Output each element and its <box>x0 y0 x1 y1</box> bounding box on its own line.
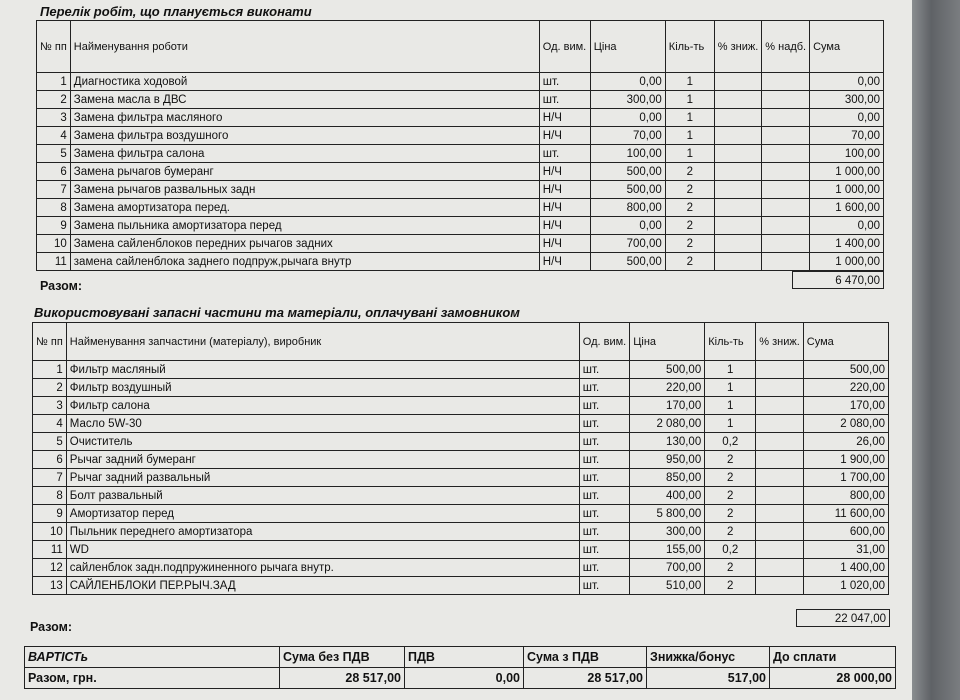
parts-cell-n: 3 <box>33 397 67 415</box>
works-col-discount: % зниж. <box>714 21 762 73</box>
works-cell-price: 500,00 <box>590 253 665 271</box>
summary-col-net-label: Сума без ПДВ <box>280 647 405 668</box>
works-cell-unit: Н/Ч <box>539 181 590 199</box>
works-cell-qty: 2 <box>665 235 714 253</box>
parts-cell-qty: 1 <box>705 397 756 415</box>
parts-cell-unit: шт. <box>579 559 629 577</box>
works-cell-n: 3 <box>37 109 71 127</box>
works-cell-name: Замена фильтра воздушного <box>70 127 539 145</box>
works-cell-sum: 1 000,00 <box>810 163 884 181</box>
works-cell-disc <box>714 199 762 217</box>
works-cell-n: 11 <box>37 253 71 271</box>
parts-cell-price: 5 800,00 <box>630 505 705 523</box>
parts-cell-qty: 2 <box>705 523 756 541</box>
parts-cell-unit: шт. <box>579 469 629 487</box>
works-cell-qty: 2 <box>665 199 714 217</box>
parts-row <box>33 379 889 397</box>
parts-cell-disc <box>756 577 804 595</box>
parts-cell-qty: 2 <box>705 469 756 487</box>
works-cell-mark <box>762 253 810 271</box>
works-cell-name: замена сайленблока заднего подпруж,рычага внутр <box>70 253 539 271</box>
works-cell-disc <box>714 145 762 163</box>
parts-row <box>33 559 889 577</box>
works-cell-disc <box>714 127 762 145</box>
parts-cell-unit: шт. <box>579 379 629 397</box>
works-cell-mark <box>762 217 810 235</box>
works-cell-sum: 0,00 <box>810 109 884 127</box>
works-total-value: 6 470,00 <box>792 271 884 289</box>
works-row <box>37 145 884 163</box>
parts-cell-unit: шт. <box>579 487 629 505</box>
parts-cell-disc <box>756 469 804 487</box>
parts-cell-disc <box>756 397 804 415</box>
parts-row <box>33 523 889 541</box>
works-cell-price: 500,00 <box>590 163 665 181</box>
parts-cell-name: Масло 5W-30 <box>66 415 579 433</box>
parts-cell-name: Болт развальный <box>66 487 579 505</box>
works-cell-name: Замена сайленблоков передних рычагов задних <box>70 235 539 253</box>
works-total-label: Разом: <box>40 279 83 293</box>
works-cell-disc <box>714 217 762 235</box>
works-cell-disc <box>714 235 762 253</box>
works-row <box>37 253 884 271</box>
parts-cell-n: 9 <box>33 505 67 523</box>
summary-col-gross-label: Сума з ПДВ <box>524 647 647 668</box>
parts-cell-n: 7 <box>33 469 67 487</box>
parts-row <box>33 433 889 451</box>
parts-cell-sum: 1 700,00 <box>803 469 888 487</box>
parts-cell-disc <box>756 415 804 433</box>
works-col-num: № пп <box>37 21 71 73</box>
works-cell-sum: 1 400,00 <box>810 235 884 253</box>
parts-row <box>33 451 889 469</box>
parts-cell-disc <box>756 523 804 541</box>
works-cell-name: Замена рычагов бумеранг <box>70 163 539 181</box>
parts-cell-unit: шт. <box>579 361 629 379</box>
parts-col-num: № пп <box>33 323 67 361</box>
works-cell-n: 4 <box>37 127 71 145</box>
works-cell-sum: 1 600,00 <box>810 199 884 217</box>
works-cell-disc <box>714 163 762 181</box>
works-cell-disc <box>714 109 762 127</box>
parts-cell-price: 850,00 <box>630 469 705 487</box>
parts-col-sum: Сума <box>803 323 888 361</box>
parts-cell-price: 500,00 <box>630 361 705 379</box>
parts-row <box>33 415 889 433</box>
works-cell-mark <box>762 91 810 109</box>
parts-cell-price: 170,00 <box>630 397 705 415</box>
parts-table <box>32 322 889 595</box>
summary-net-value: 28 517,00 <box>280 668 405 689</box>
parts-row <box>33 505 889 523</box>
summary-gross-value: 28 517,00 <box>524 668 647 689</box>
parts-cell-unit: шт. <box>579 523 629 541</box>
parts-cell-price: 220,00 <box>630 379 705 397</box>
parts-cell-sum: 1 900,00 <box>803 451 888 469</box>
works-cell-unit: шт. <box>539 145 590 163</box>
parts-cell-unit: шт. <box>579 541 629 559</box>
summary-label-top: ВАРТІСТь <box>25 647 280 668</box>
parts-cell-qty: 2 <box>705 487 756 505</box>
works-cell-name: Диагностика ходовой <box>70 73 539 91</box>
works-cell-name: Замена фильтра масляного <box>70 109 539 127</box>
works-col-name: Найменування роботи <box>70 21 539 73</box>
parts-cell-n: 5 <box>33 433 67 451</box>
parts-cell-qty: 2 <box>705 451 756 469</box>
works-cell-disc <box>714 91 762 109</box>
works-cell-price: 800,00 <box>590 199 665 217</box>
works-row <box>37 73 884 91</box>
parts-cell-unit: шт. <box>579 451 629 469</box>
works-cell-unit: Н/Ч <box>539 163 590 181</box>
works-cell-mark <box>762 73 810 91</box>
background-surface <box>912 0 960 700</box>
works-cell-n: 9 <box>37 217 71 235</box>
works-row <box>37 163 884 181</box>
works-cell-unit: Н/Ч <box>539 253 590 271</box>
parts-row <box>33 469 889 487</box>
works-cell-mark <box>762 199 810 217</box>
works-row <box>37 235 884 253</box>
parts-cell-n: 4 <box>33 415 67 433</box>
parts-cell-name: Рычаг задний бумеранг <box>66 451 579 469</box>
parts-cell-name: Фильтр салона <box>66 397 579 415</box>
parts-cell-unit: шт. <box>579 433 629 451</box>
works-cell-disc <box>714 73 762 91</box>
parts-cell-n: 10 <box>33 523 67 541</box>
parts-cell-disc <box>756 541 804 559</box>
works-cell-unit: шт. <box>539 73 590 91</box>
works-cell-qty: 2 <box>665 217 714 235</box>
parts-cell-qty: 2 <box>705 577 756 595</box>
parts-row <box>33 397 889 415</box>
works-cell-name: Замена пыльника амортизатора перед <box>70 217 539 235</box>
parts-cell-n: 6 <box>33 451 67 469</box>
parts-cell-unit: шт. <box>579 577 629 595</box>
summary-discount-value: 517,00 <box>647 668 770 689</box>
parts-cell-sum: 170,00 <box>803 397 888 415</box>
parts-cell-sum: 31,00 <box>803 541 888 559</box>
works-row <box>37 127 884 145</box>
works-table <box>36 20 884 271</box>
works-cell-qty: 2 <box>665 253 714 271</box>
parts-cell-sum: 600,00 <box>803 523 888 541</box>
works-cell-price: 500,00 <box>590 181 665 199</box>
parts-cell-price: 400,00 <box>630 487 705 505</box>
summary-col-discount-label: Знижка/бонус <box>647 647 770 668</box>
works-cell-n: 10 <box>37 235 71 253</box>
parts-cell-sum: 1 400,00 <box>803 559 888 577</box>
parts-cell-unit: шт. <box>579 415 629 433</box>
parts-col-name: Найменування запчастини (матеріалу), виробник <box>66 323 579 361</box>
works-cell-price: 0,00 <box>590 217 665 235</box>
parts-cell-price: 155,00 <box>630 541 705 559</box>
parts-cell-price: 950,00 <box>630 451 705 469</box>
works-col-sum: Сума <box>810 21 884 73</box>
parts-cell-qty: 1 <box>705 361 756 379</box>
parts-cell-name: сайленблок задн.подпружиненного рычага внутр. <box>66 559 579 577</box>
parts-cell-sum: 2 080,00 <box>803 415 888 433</box>
works-cell-mark <box>762 235 810 253</box>
works-cell-price: 0,00 <box>590 73 665 91</box>
summary-col-payable-label: До сплати <box>770 647 896 668</box>
parts-rows <box>33 361 889 595</box>
parts-col-qty: Кіль-ть <box>705 323 756 361</box>
parts-cell-qty: 0,2 <box>705 433 756 451</box>
summary-col-vat-label: ПДВ <box>405 647 524 668</box>
works-cell-qty: 2 <box>665 181 714 199</box>
parts-cell-disc <box>756 505 804 523</box>
works-cell-qty: 2 <box>665 163 714 181</box>
parts-cell-unit: шт. <box>579 505 629 523</box>
works-cell-unit: Н/Ч <box>539 217 590 235</box>
parts-total-value: 22 047,00 <box>796 609 890 627</box>
works-cell-mark <box>762 181 810 199</box>
parts-cell-price: 300,00 <box>630 523 705 541</box>
works-col-price: Ціна <box>590 21 665 73</box>
parts-row <box>33 361 889 379</box>
parts-cell-n: 12 <box>33 559 67 577</box>
works-cell-name: Замена масла в ДВС <box>70 91 539 109</box>
works-cell-name: Замена фильтра салона <box>70 145 539 163</box>
parts-cell-n: 1 <box>33 361 67 379</box>
parts-cell-name: WD <box>66 541 579 559</box>
works-row <box>37 91 884 109</box>
parts-cell-disc <box>756 559 804 577</box>
works-cell-name: Замена амортизатора перед. <box>70 199 539 217</box>
works-cell-price: 70,00 <box>590 127 665 145</box>
works-cell-qty: 1 <box>665 145 714 163</box>
works-cell-price: 300,00 <box>590 91 665 109</box>
parts-row <box>33 577 889 595</box>
works-rows <box>37 73 884 271</box>
parts-total-label: Разом: <box>30 620 73 634</box>
parts-cell-disc <box>756 487 804 505</box>
parts-cell-price: 700,00 <box>630 559 705 577</box>
parts-cell-name: Пыльник переднего амортизатора <box>66 523 579 541</box>
works-row <box>37 181 884 199</box>
summary-vat-value: 0,00 <box>405 668 524 689</box>
works-cell-unit: Н/Ч <box>539 127 590 145</box>
works-row <box>37 109 884 127</box>
works-cell-price: 100,00 <box>590 145 665 163</box>
works-row <box>37 199 884 217</box>
parts-cell-n: 8 <box>33 487 67 505</box>
parts-cell-price: 510,00 <box>630 577 705 595</box>
works-cell-unit: Н/Ч <box>539 109 590 127</box>
works-cell-unit: шт. <box>539 91 590 109</box>
works-cell-qty: 1 <box>665 127 714 145</box>
parts-cell-disc <box>756 433 804 451</box>
parts-cell-qty: 2 <box>705 559 756 577</box>
parts-cell-n: 2 <box>33 379 67 397</box>
summary-table <box>24 646 896 689</box>
works-cell-qty: 1 <box>665 91 714 109</box>
works-cell-n: 6 <box>37 163 71 181</box>
works-row <box>37 217 884 235</box>
works-cell-n: 2 <box>37 91 71 109</box>
works-cell-name: Замена рычагов развальных задн <box>70 181 539 199</box>
parts-section-title: Використовувані запасні частини та матеріали, оплачувані замовником <box>34 305 520 320</box>
parts-cell-sum: 1 020,00 <box>803 577 888 595</box>
parts-row <box>33 487 889 505</box>
parts-col-discount: % зниж. <box>756 323 804 361</box>
works-cell-sum: 0,00 <box>810 73 884 91</box>
parts-cell-n: 13 <box>33 577 67 595</box>
works-cell-n: 5 <box>37 145 71 163</box>
parts-cell-name: Амортизатор перед <box>66 505 579 523</box>
works-cell-qty: 1 <box>665 73 714 91</box>
parts-cell-price: 130,00 <box>630 433 705 451</box>
works-cell-sum: 1 000,00 <box>810 253 884 271</box>
parts-cell-qty: 2 <box>705 505 756 523</box>
works-cell-n: 1 <box>37 73 71 91</box>
works-cell-mark <box>762 163 810 181</box>
works-section-title: Перелік робіт, що планується виконати <box>40 4 312 19</box>
works-cell-mark <box>762 145 810 163</box>
works-cell-mark <box>762 109 810 127</box>
parts-cell-name: Фильтр воздушный <box>66 379 579 397</box>
works-cell-disc <box>714 181 762 199</box>
parts-row <box>33 541 889 559</box>
works-cell-sum: 70,00 <box>810 127 884 145</box>
works-cell-sum: 100,00 <box>810 145 884 163</box>
parts-cell-unit: шт. <box>579 397 629 415</box>
parts-cell-name: САЙЛЕНБЛОКИ ПЕР.РЫЧ.ЗАД <box>66 577 579 595</box>
parts-cell-sum: 26,00 <box>803 433 888 451</box>
parts-cell-sum: 11 600,00 <box>803 505 888 523</box>
parts-cell-disc <box>756 379 804 397</box>
works-cell-unit: Н/Ч <box>539 235 590 253</box>
parts-cell-sum: 800,00 <box>803 487 888 505</box>
works-cell-n: 7 <box>37 181 71 199</box>
parts-cell-name: Очиститель <box>66 433 579 451</box>
parts-cell-qty: 0,2 <box>705 541 756 559</box>
works-col-unit: Од. вим. <box>539 21 590 73</box>
works-cell-price: 700,00 <box>590 235 665 253</box>
parts-cell-name: Фильтр масляный <box>66 361 579 379</box>
works-cell-unit: Н/Ч <box>539 199 590 217</box>
summary-payable-value: 28 000,00 <box>770 668 896 689</box>
summary-label-bottom: Разом, грн. <box>25 668 280 689</box>
works-col-markup: % надб. <box>762 21 810 73</box>
works-cell-qty: 1 <box>665 109 714 127</box>
works-cell-disc <box>714 253 762 271</box>
works-cell-sum: 0,00 <box>810 217 884 235</box>
works-cell-sum: 1 000,00 <box>810 181 884 199</box>
works-cell-n: 8 <box>37 199 71 217</box>
parts-cell-price: 2 080,00 <box>630 415 705 433</box>
parts-cell-disc <box>756 361 804 379</box>
works-cell-price: 0,00 <box>590 109 665 127</box>
works-cell-sum: 300,00 <box>810 91 884 109</box>
parts-col-unit: Од. вим. <box>579 323 629 361</box>
parts-cell-disc <box>756 451 804 469</box>
parts-cell-name: Рычаг задний развальный <box>66 469 579 487</box>
parts-cell-qty: 1 <box>705 415 756 433</box>
parts-cell-sum: 220,00 <box>803 379 888 397</box>
parts-col-price: Ціна <box>630 323 705 361</box>
works-col-qty: Кіль-ть <box>665 21 714 73</box>
parts-cell-sum: 500,00 <box>803 361 888 379</box>
parts-cell-qty: 1 <box>705 379 756 397</box>
works-cell-mark <box>762 127 810 145</box>
parts-cell-n: 11 <box>33 541 67 559</box>
